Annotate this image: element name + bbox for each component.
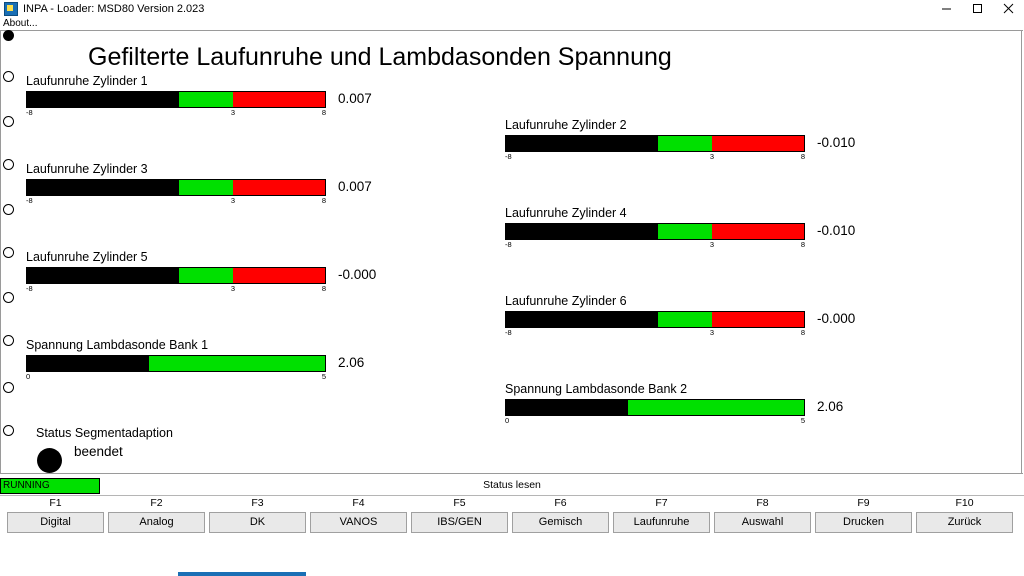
function-key-button[interactable]: DK (209, 512, 306, 533)
title-bar (0, 0, 1024, 18)
gauge-scale-mid: 3 (230, 108, 236, 117)
function-key-f2[interactable] (106, 496, 207, 533)
gauge-scale-max: 8 (321, 108, 326, 117)
gauge-scale-min: -8 (26, 196, 33, 205)
status-segment-label: Status Segmentadaption (36, 426, 173, 440)
gauge-laufunruhe-zylinder-1 (26, 74, 372, 118)
gauge-value: -0.010 (817, 135, 856, 150)
gauge-label: Laufunruhe Zylinder 5 (26, 250, 148, 264)
gauge-scale (505, 328, 805, 338)
gauge-fill (506, 136, 658, 151)
status-bar (0, 478, 1024, 495)
gauge-label: Spannung Lambdasonde Bank 2 (505, 382, 688, 396)
function-key-button[interactable]: IBS/GEN (411, 512, 508, 533)
menu-bar (0, 17, 1024, 30)
gauge-bar-wrap (26, 91, 326, 118)
function-key-bar (0, 496, 1024, 542)
gauge-scale-mid: 3 (230, 284, 236, 293)
gauge-value: 0.007 (338, 91, 372, 106)
frame-border-left (0, 30, 1, 474)
gauge-fill (506, 312, 658, 327)
gauge-scale-min: 0 (26, 372, 31, 381)
gauge-bar-wrap (505, 135, 805, 162)
gauge-scale (26, 196, 326, 206)
gauge-bar-wrap (26, 179, 326, 206)
marker-indicator-1[interactable] (3, 71, 14, 82)
gauge-scale (505, 416, 805, 426)
gauge-bar (26, 267, 326, 284)
status-segment-value: beendet (74, 444, 123, 459)
gauge-scale-max: 8 (800, 152, 805, 161)
gauge-bar-wrap (505, 399, 805, 426)
taskbar-item-active[interactable] (178, 572, 306, 576)
function-key-f8[interactable] (712, 496, 813, 533)
gauge-fill (27, 180, 179, 195)
gauge-value: 0.007 (338, 179, 372, 194)
status-lamp-black-icon (37, 448, 62, 473)
gauge-laufunruhe-zylinder-6 (505, 294, 856, 338)
gauge-bar (505, 135, 805, 152)
gauge-scale-max: 8 (800, 240, 805, 249)
gauge-segment-red (233, 92, 325, 107)
function-key-name: F4 (352, 497, 365, 509)
taskbar (0, 571, 1024, 576)
function-key-f9[interactable] (813, 496, 914, 533)
marker-indicator-6[interactable] (3, 292, 14, 303)
gauge-value: 2.06 (338, 355, 365, 370)
maximize-icon[interactable] (962, 0, 993, 17)
function-key-name: F10 (955, 497, 974, 509)
marker-indicator-5[interactable] (3, 247, 14, 258)
function-key-button[interactable]: Gemisch (512, 512, 609, 533)
function-key-button[interactable]: Analog (108, 512, 205, 533)
function-key-name: F1 (49, 497, 62, 509)
marker-indicator-3[interactable] (3, 159, 14, 170)
function-key-f1[interactable] (5, 496, 106, 533)
gauge-bar-wrap (26, 267, 326, 294)
gauge-label: Laufunruhe Zylinder 4 (505, 206, 627, 220)
gauge-bar-wrap (505, 311, 805, 338)
gauge-bar (26, 179, 326, 196)
function-key-name: F5 (453, 497, 466, 509)
marker-indicator-2[interactable] (3, 116, 14, 127)
menu-item-about[interactable]: About... (3, 18, 38, 29)
gauge-scale-max: 8 (321, 284, 326, 293)
gauge-bar (26, 91, 326, 108)
gauge-scale-min: 0 (505, 416, 510, 425)
function-key-f3[interactable] (207, 496, 308, 533)
gauge-spannung-lambdasonde-bank-2 (505, 382, 844, 426)
gauge-scale (26, 108, 326, 118)
function-key-button[interactable]: Zurück (916, 512, 1013, 533)
gauge-bar-wrap (26, 355, 326, 382)
marker-indicator-top[interactable] (3, 30, 14, 41)
gauge-scale-mid: 3 (709, 328, 715, 337)
page-title: Gefilterte Laufunruhe und Lambdasonden Spannung (88, 43, 672, 71)
gauge-label: Spannung Lambdasonde Bank 1 (26, 338, 209, 352)
gauge-scale-mid: 3 (230, 196, 236, 205)
window-title: INPA - Loader: MSD80 Version 2.023 (23, 2, 205, 15)
gauge-value: 2.06 (817, 399, 844, 414)
function-key-f6[interactable] (510, 496, 611, 533)
function-key-button[interactable]: Drucken (815, 512, 912, 533)
function-key-button[interactable]: VANOS (310, 512, 407, 533)
gauge-scale (26, 284, 326, 294)
gauge-value: -0.000 (817, 311, 856, 326)
gauge-laufunruhe-zylinder-5 (26, 250, 377, 294)
gauge-scale-max: 8 (321, 196, 326, 205)
gauge-label: Laufunruhe Zylinder 1 (26, 74, 148, 88)
gauge-value: -0.000 (338, 267, 377, 282)
gauge-scale-min: -8 (26, 284, 33, 293)
marker-indicator-4[interactable] (3, 204, 14, 215)
gauge-scale-min: -8 (505, 328, 512, 337)
gauge-scale-max: 8 (800, 328, 805, 337)
gauge-segment-red (712, 224, 804, 239)
function-key-name: F6 (554, 497, 567, 509)
close-icon[interactable] (993, 0, 1024, 17)
gauge-bar (26, 355, 326, 372)
gauge-scale-mid: 3 (709, 152, 715, 161)
status-segment-block (36, 426, 173, 440)
gauge-label: Laufunruhe Zylinder 2 (505, 118, 627, 132)
gauge-scale-mid: 3 (709, 240, 715, 249)
gauge-scale (26, 372, 326, 382)
gauge-bar (505, 311, 805, 328)
window-controls (931, 0, 1024, 17)
minimize-icon[interactable] (931, 0, 962, 17)
gauge-segment-red (233, 268, 325, 283)
function-key-f4[interactable] (308, 496, 409, 533)
function-key-name: F7 (655, 497, 668, 509)
gauge-laufunruhe-zylinder-2 (505, 118, 856, 162)
function-key-button[interactable]: Digital (7, 512, 104, 533)
function-key-name: F3 (251, 497, 264, 509)
gauge-bar (505, 399, 805, 416)
gauge-bar-wrap (505, 223, 805, 250)
gauge-scale-min: -8 (26, 108, 33, 117)
gauge-label: Laufunruhe Zylinder 6 (505, 294, 627, 308)
gauge-laufunruhe-zylinder-4 (505, 206, 856, 250)
marker-indicator-8[interactable] (3, 382, 14, 393)
gauge-label: Laufunruhe Zylinder 3 (26, 162, 148, 176)
gauge-scale (505, 152, 805, 162)
gauge-scale-max: 5 (800, 416, 805, 425)
marker-indicator-9[interactable] (3, 425, 14, 436)
gauge-laufunruhe-zylinder-3 (26, 162, 372, 206)
gauge-scale-min: -8 (505, 152, 512, 161)
gauge-fill (27, 356, 149, 371)
gauge-fill (27, 92, 179, 107)
function-key-f10[interactable] (914, 496, 1015, 533)
inpa-app-icon (4, 2, 18, 16)
function-key-f5[interactable] (409, 496, 510, 533)
gauge-scale-max: 5 (321, 372, 326, 381)
gauge-fill (506, 400, 628, 415)
running-indicator: RUNNING (0, 478, 100, 494)
function-key-name: F2 (150, 497, 163, 509)
gauge-segment-red (712, 312, 804, 327)
function-key-name: F9 (857, 497, 870, 509)
gauge-spannung-lambdasonde-bank-1 (26, 338, 365, 382)
function-key-name: F8 (756, 497, 769, 509)
function-key-f7[interactable] (611, 496, 712, 533)
gauge-fill (27, 268, 179, 283)
gauge-segment-red (712, 136, 804, 151)
function-key-button[interactable]: Auswahl (714, 512, 811, 533)
gauge-scale-min: -8 (505, 240, 512, 249)
status-read-label: Status lesen (483, 479, 541, 491)
marker-indicator-7[interactable] (3, 335, 14, 346)
gauge-scale (505, 240, 805, 250)
gauge-bar (505, 223, 805, 240)
function-key-button[interactable]: Laufunruhe (613, 512, 710, 533)
gauge-fill (506, 224, 658, 239)
gauge-value: -0.010 (817, 223, 856, 238)
gauge-segment-red (233, 180, 325, 195)
frame-border-right (1021, 30, 1022, 474)
